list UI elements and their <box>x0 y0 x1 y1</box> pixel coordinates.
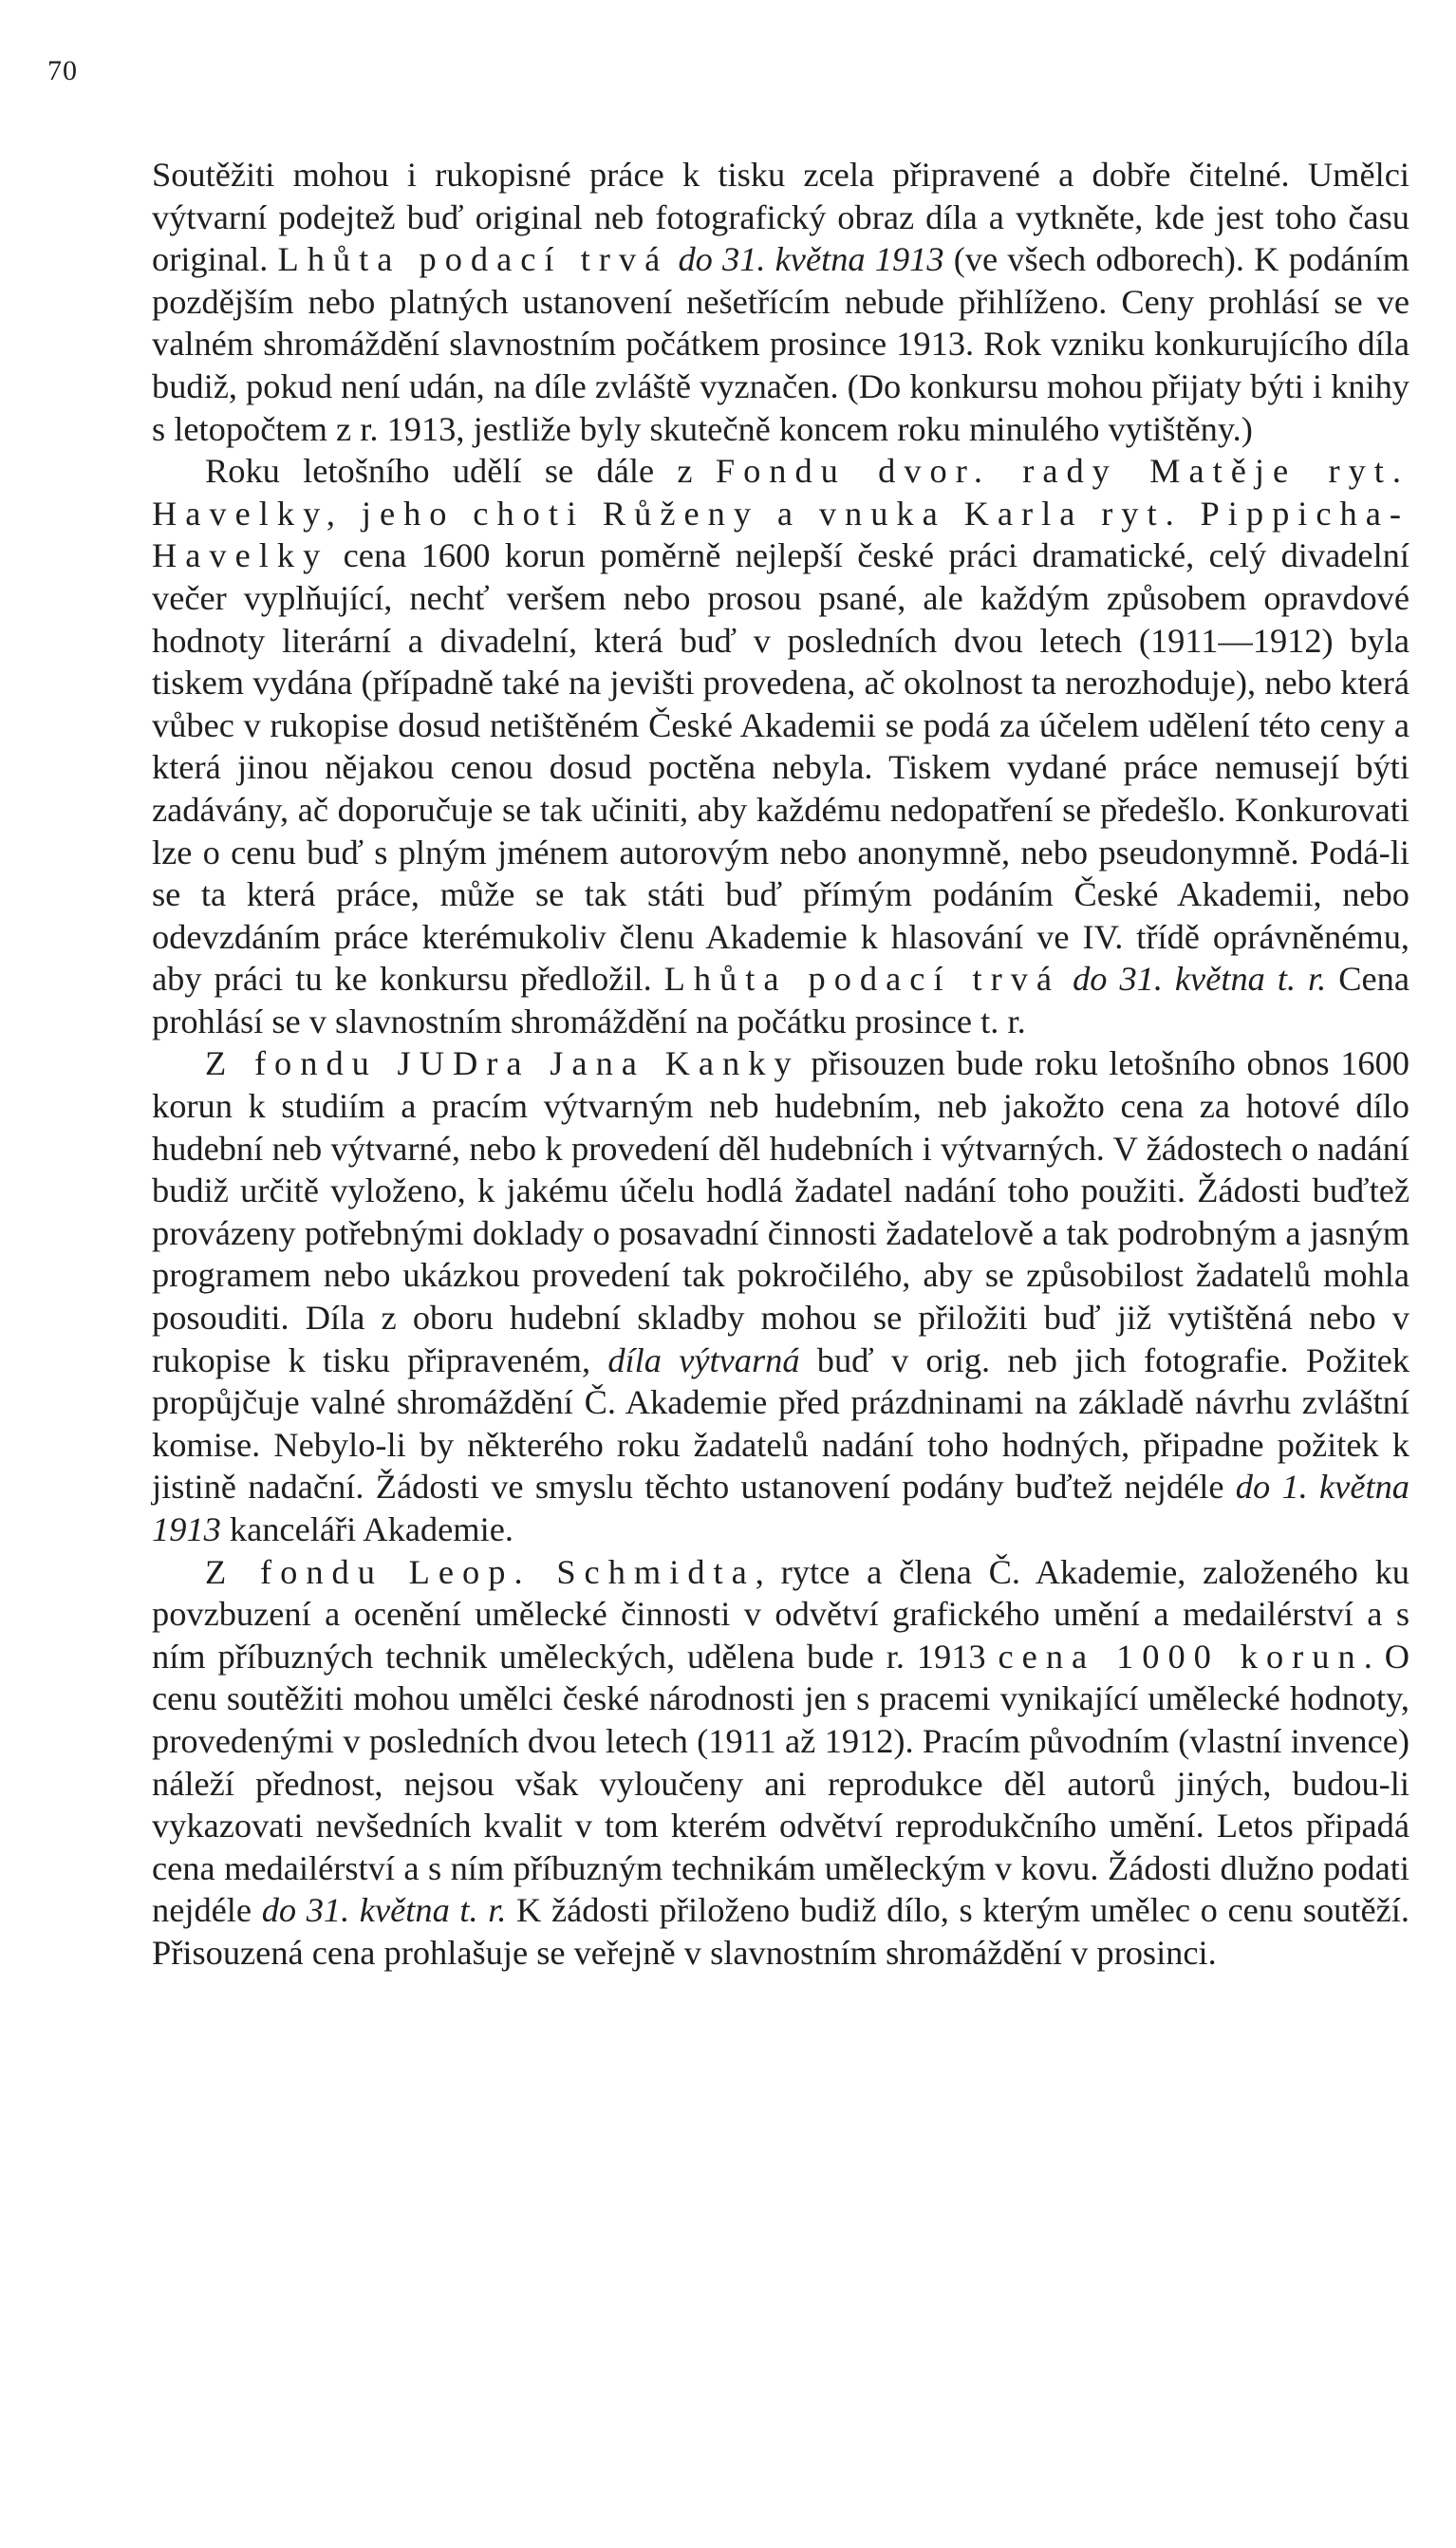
italic-text: do 31. května 1913 <box>678 240 944 279</box>
paragraph <box>152 1551 1409 1975</box>
italic-text: díla výtvarná <box>607 1340 800 1379</box>
text-run <box>1060 960 1073 998</box>
text-run: kanceláři Akademie. <box>220 1510 513 1548</box>
text-run: K žádosti přiloženo budiž dílo, s kterým umělec o cenu soutěží. Přisouzená cena prohlašuje se veřejně v slavnostním shromáždění v prosinci. <box>152 1891 1409 1972</box>
text-run <box>668 240 678 278</box>
text-run: buď v orig. neb jich fotografie. Požitek propůjčuje valné shromáždění Č. Akademie před prázdninami na základě návrhu zvláštní komise. Nebylo-li by některého roku žadatelů nadání toho hodných, připadne požitek k jistině nadační. Žádosti ve smyslu těchto ustanovení podány buďtež nejdéle <box>152 1340 1409 1507</box>
text-run: , rytce a člena Č. Akademie, založeného ku povzbuzení a ocenění umělecké činnosti v odvětví grafického umění a medailérství a s ním příbuzných technik uměleckých, udělena bude r. 1913 <box>152 1552 1409 1676</box>
text-run: Cena prohlásí se v slavnostním shromáždění na počátku prosince t. r. <box>152 960 1409 1040</box>
page-number: 70 <box>47 55 78 86</box>
spaced-text: Z fondu JUDra Jana Kanky <box>205 1044 800 1083</box>
body-text <box>152 154 1409 1975</box>
italic-text: do 31. května t. r. <box>1073 960 1327 999</box>
text-run: přisouzen bude roku letošního obnos 1600 korun k studiím a pracím výtvarným neb hudebním, neb jakožto cena za hotové dílo hudební neb výtvarné, nebo k provedení děl hudebních i výtvarných. V žádostech o nadání budiž určitě vyloženo, k jakému účelu hodlá žadatel nadání toho použiti. Žádosti buďtež provázeny potřebnými doklady o posavadní činnosti žadatelově a tak podrobným a jasným programem nebo ukázkou provedení tak pokročilého, aby se způsobilost žadatelů mohla posouditi. Díla z oboru hudební skladby mohou se přiložiti buď již vytištěná nebo v rukopise k tisku připraveném, <box>152 1044 1409 1379</box>
text-run: cena 1600 korun poměrně nejlepší české práci dramatické, celý divadelní večer vyplňující, nechť veršem nebo prosou psané, ale každým způsobem opravdové hodnoty literární a divadelní, která buď v posledních dvou letech (1911—1912) byla tiskem vydána (případně také na jevišti provedena, ač okolnost ta nerozhoduje), nebo která vůbec v rukopise dosud netištěném České Akademii se podá za účelem udělení této ceny a která jinou nějakou cenou dosud poctěna nebyla. Tiskem vydané práce nemusejí býti zadávány, ač doporučuje se tak učiniti, aby každému nedopatření se předešlo. Konkurovati lze o cenu buď s plným jménem autorovým nebo anonymně, nebo pseudonymně. Podá-li se ta která práce, může se tak státi buď přímým podáním České Akademii, nebo odevzdáním práce kterémukoliv členu Akademie k hlasování ve IV. třídě oprávněnému, aby práci tu ke konkursu předložil. <box>152 536 1409 999</box>
text-run: (ve všech odborech). K podáním pozdějším nebo platných ustanovení nešetřícím nebude přihlíženo. Ceny prohlásí se ve valném shromáždění slavnostním počátkem prosince 1913. Rok vzniku konkurujícího díla budiž, pokud není udán, na díle zvláště vyznačen. (Do konkursu mohou přijaty býti i knihy s letopočtem z r. 1913, jestliže byly skutečně koncem roku minulého vytištěny.) <box>152 240 1409 448</box>
spaced-text: Lhůta podací trvá <box>277 240 669 279</box>
italic-text: do 1. května 1913 <box>152 1468 1409 1548</box>
spaced-text: Fondu dvor. rady Matěje ryt. Havelky, jeho choti Růženy a vnuka Karla ryt. Pippicha-Havelky <box>152 452 1409 575</box>
italic-text: do 31. května t. r. <box>261 1891 507 1930</box>
spaced-text: Lhůta podací trvá <box>663 960 1061 999</box>
paragraph <box>152 1042 1409 1550</box>
text-run: Soutěžiti mohou i rukopisné práce k tisku zcela připravené a dobře čitelné. Umělci výtvarní podejtež buď original neb fotografický obraz díla a vytkněte, kde jest toho času original. <box>152 156 1409 279</box>
spaced-text: cena 1000 korun <box>998 1637 1364 1676</box>
paragraph <box>152 154 1409 450</box>
spaced-text: Z fondu Leop. Schmidta <box>205 1552 756 1591</box>
paragraph <box>152 450 1409 1042</box>
text-run: Roku letošního udělí se dále z <box>205 452 716 491</box>
text-run: . O cenu soutěžiti mohou umělci české národnosti jen s pracemi vynikající umělecké hodnoty, provedenými v posledních dvou letech (1911 až 1912). Pracím původním (vlastní invence) náleží přednost, nejsou však vyloučeny ani reprodukce děl autorů jiných, budou-li vykazovati nevšedních kvalit v tom kterém odvětví reprodukčního umění. Letos připadá cena medailérství a s ním příbuzným technikám uměleckým v kovu. Žádosti dlužno podati nejdéle <box>152 1637 1409 1930</box>
